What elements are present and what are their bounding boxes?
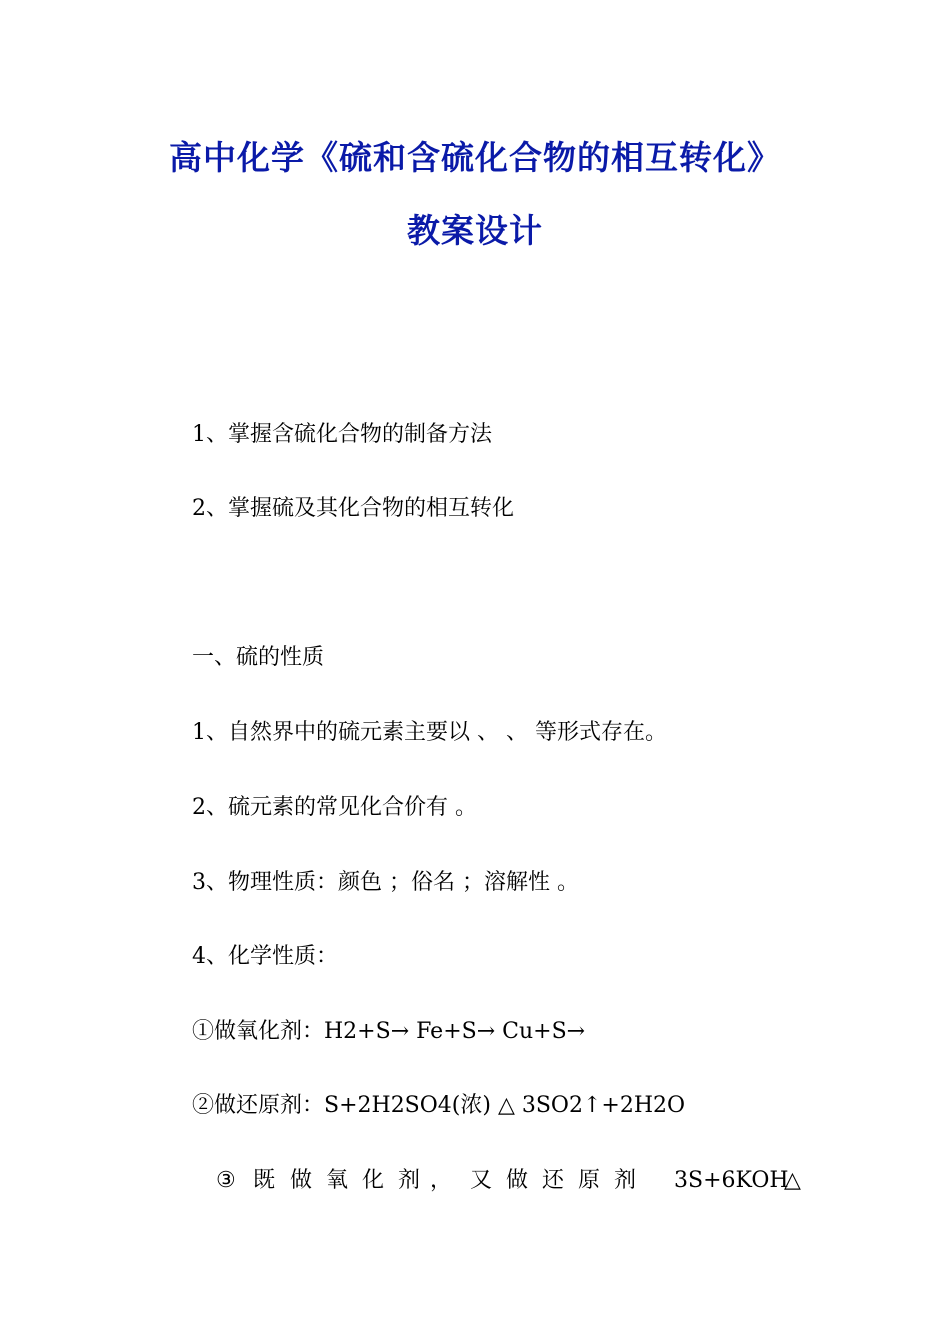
- item-both-char: 剂: [398, 1168, 421, 1193]
- item-both-char: ③: [216, 1168, 236, 1193]
- item-both-char: 做: [290, 1168, 313, 1193]
- item-both-char: 剂: [614, 1168, 637, 1193]
- item-3: 3、物理性质：颜色 ；俗名 ；溶解性 。: [192, 870, 579, 895]
- section-heading: 一、硫的性质: [192, 645, 325, 670]
- item-both-formula: 3S+6KOH: [674, 1168, 789, 1193]
- document-title-line-1: 高中化学《硫和含硫化合物的相互转化》: [169, 138, 781, 177]
- item-both-char: 又: [470, 1168, 493, 1193]
- item-2: 2、硫元素的常见化合价有 。: [192, 795, 477, 820]
- item-both-char: 既: [253, 1168, 276, 1193]
- item-both-char: 原: [578, 1168, 601, 1193]
- item-oxidant: ①做氧化剂：H2+S→ Fe+S→ Cu+S→: [192, 1019, 586, 1044]
- objective-2: 2、掌握硫及其化合物的相互转化: [192, 496, 514, 521]
- objective-1: 1、掌握含硫化合物的制备方法: [192, 422, 492, 447]
- item-reductant: ②做还原剂：S+2H2SO4(浓) △ 3SO2↑+2H2O: [192, 1093, 686, 1118]
- heating-triangle-symbol: △: [784, 1168, 801, 1193]
- document-title-line-2: 教案设计: [407, 211, 543, 250]
- item-both-char: 还: [542, 1168, 565, 1193]
- item-both-char: 化: [362, 1168, 385, 1193]
- item-1: 1、自然界中的硫元素主要以 、 、 等形式存在。: [192, 720, 667, 745]
- item-both-char: 氧: [326, 1168, 349, 1193]
- item-4: 4、化学性质：: [192, 944, 338, 969]
- item-both-char: ，: [430, 1168, 453, 1193]
- item-both-char: 做: [506, 1168, 529, 1193]
